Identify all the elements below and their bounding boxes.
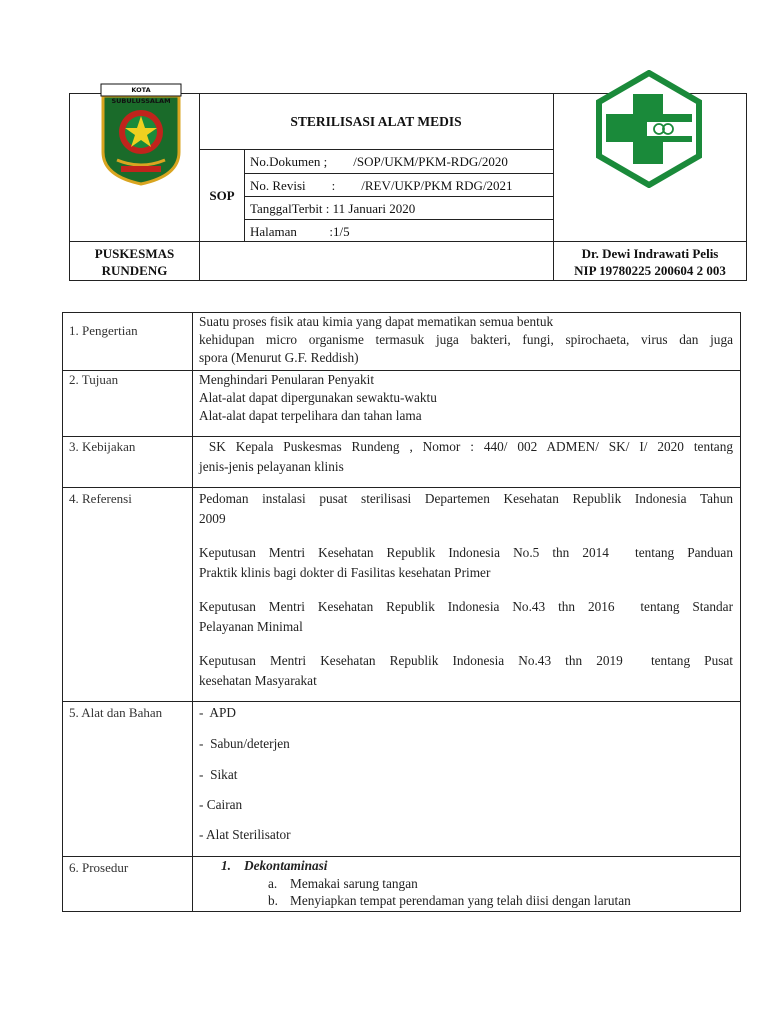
referensi-3 [199,597,733,637]
label-alat-bahan: 5. Alat dan Bahan [69,705,163,720]
tujuan-line-3: Alat-alat dapat terpelihara dan tahan lama [199,408,422,423]
referensi-4 [199,651,733,691]
sop-label: SOP [209,188,235,203]
puskesmas-cross-logo [589,70,709,188]
label-pengertian: 1. Pengertian [69,323,138,338]
pengertian-line-1: Suatu proses fisik atau kimia yang dapat mematikan semua bentuk [199,314,554,329]
referensi-2 [199,543,733,583]
label-prosedur: 6. Prosedur [69,860,129,875]
tujuan-text [199,371,733,425]
org-name-line2: RUNDENG [101,263,168,278]
label-kebijakan: 3. Kebijakan [69,439,136,454]
alat-item-1: - APD [199,705,236,720]
kebijakan-line-2: jenis-jenis pelayanan klinis [199,459,344,474]
halaman: Halaman :1/5 [250,224,350,239]
pengertian-text [199,313,733,367]
no-dokumen: No.Dokumen ; /SOP/UKM/PKM-RDG/2020 [250,154,508,169]
pengertian-line-3: spora (Menurut G.F. Reddish) [199,350,359,365]
kebijakan-line-1: SK Kepala Puskesmas Rundeng , Nomor : 440/ 002 ADMEN/ SK/ I/ 2020 tentang [199,439,733,454]
signer-name: Dr. Dewi Indrawati Pelis [581,246,719,261]
referensi-1 [199,489,733,529]
document-title: STERILISASI ALAT MEDIS [290,114,462,129]
sub-a-mark: a. [268,876,278,891]
step-1-number: 1. [221,858,231,873]
referensi-3-line-2: Pelayanan Minimal [199,619,303,634]
tanggal-terbit: TanggalTerbit : 11 Januari 2020 [250,201,416,216]
crest-banner-text: KOTA SUBULUSSALAM [111,86,171,105]
city-crest-logo [97,82,185,186]
alat-item-3: - Sikat [199,767,238,782]
tujuan-line-1: Menghindari Penularan Penyakit [199,372,375,387]
referensi-2-line-1: Keputusan Mentri Kesehatan Republik Indonesia No.5 thn 2014 tentang Panduan [199,545,733,560]
label-referensi: 4. Referensi [69,491,132,506]
sub-a-text: Memakai sarung tangan [290,876,418,891]
step-1-title: Dekontaminasi [244,858,328,873]
alat-item-2: - Sabun/deterjen [199,736,290,751]
signer-nip: NIP 19780225 200604 2 003 [574,263,726,278]
sub-b-text: Menyiapkan tempat perendaman yang telah diisi dengan larutan [290,893,631,908]
referensi-4-line-2: kesehatan Masyarakat [199,673,317,688]
referensi-2-line-2: Praktik klinis bagi dokter di Fasilitas kesehatan Primer [199,565,491,580]
alat-item-4: - Cairan [199,797,243,812]
no-revisi: No. Revisi : /REV/UKP/PKM RDG/2021 [250,178,513,193]
kebijakan-text [199,437,733,477]
tujuan-line-2: Alat-alat dapat dipergunakan sewaktu-waktu [199,390,437,405]
referensi-4-line-1: Keputusan Mentri Kesehatan Republik Indonesia No.43 thn 2019 tentang Pusat [199,653,733,668]
org-name-line1: PUSKESMAS [94,246,175,261]
referensi-1-line-2: 2009 [199,511,226,526]
referensi-1-line-1: Pedoman instalasi pusat sterilisasi Departemen Kesehatan Republik Indonesia Tahun [199,491,733,506]
alat-item-5: - Alat Sterilisator [199,827,291,842]
pengertian-line-2: kehidupan micro organisme termasuk juga bakteri, fungi, spirochaeta, virus dan juga [199,332,733,347]
sub-b-mark: b. [268,893,278,908]
label-tujuan: 2. Tujuan [69,372,119,387]
referensi-3-line-1: Keputusan Mentri Kesehatan Republik Indonesia No.43 thn 2016 tentang Standar [199,599,733,614]
